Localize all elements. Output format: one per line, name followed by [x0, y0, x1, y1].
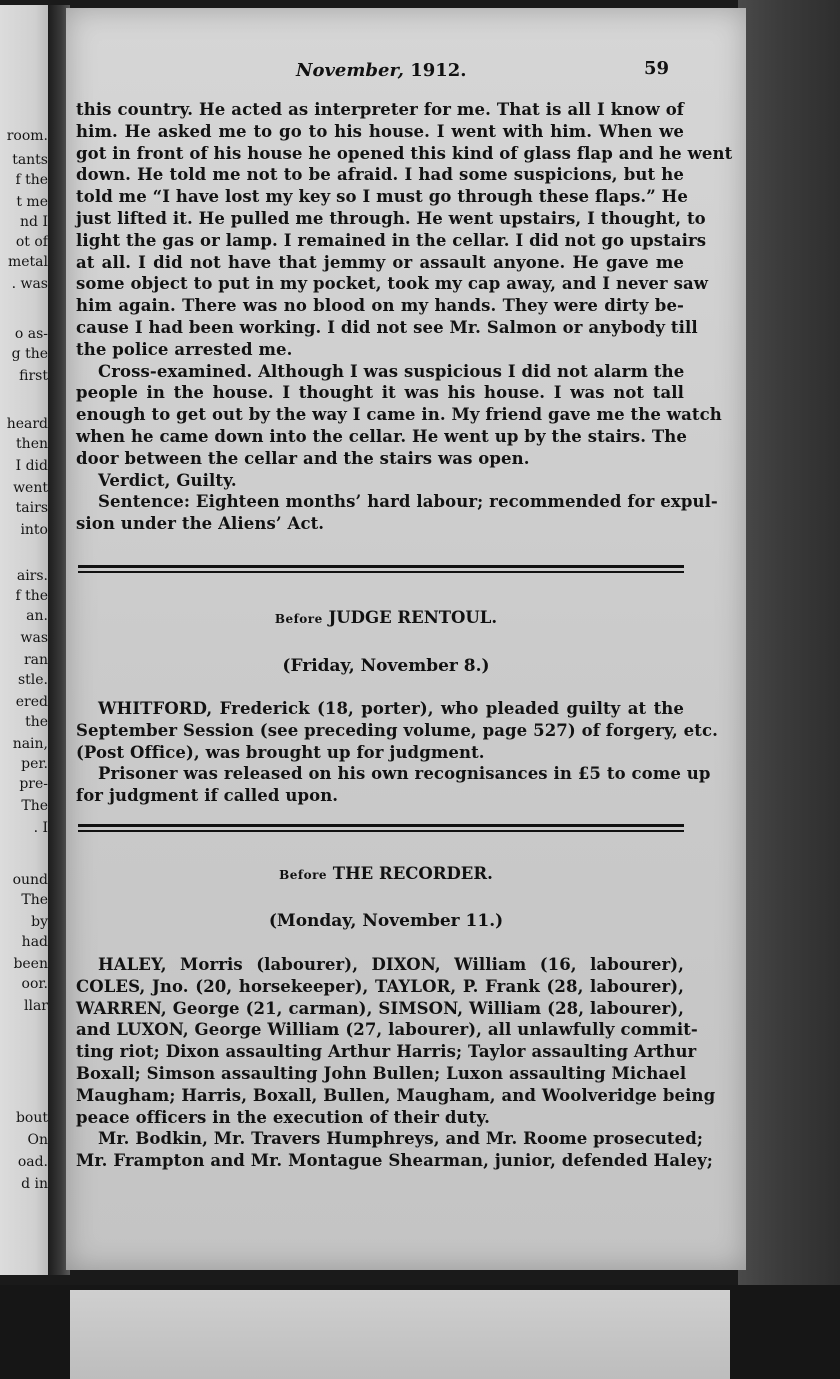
- counsel-line: Mr. Frampton and Mr. Montague Shearman, junior, defended Haley;: [76, 1151, 713, 1171]
- text-line: Prisoner was released on his own recognisances in £5 to come up: [98, 764, 711, 784]
- section-divider-thin: [78, 830, 684, 832]
- left-page-text-fragment: airs.: [16, 568, 48, 584]
- left-page-text-fragment: the: [25, 714, 48, 730]
- section-divider-thin: [78, 571, 684, 573]
- left-page-text-fragment: nd I: [20, 214, 48, 230]
- left-page-text-fragment: The: [21, 798, 48, 814]
- left-page-text-fragment: bout: [15, 1110, 48, 1126]
- left-page-text-fragment: ran: [23, 652, 48, 668]
- section-date-monday: (Monday, November 11.): [268, 911, 504, 931]
- left-page-text-fragment: g the: [11, 346, 48, 362]
- text-line: Maugham; Harris, Boxall, Bullen, Maugham, and Woolveridge being: [76, 1085, 716, 1105]
- cross-examined-line: enough to get out by the way I came in. My friend gave me the watch: [76, 405, 722, 425]
- text-line: and LUXON, George William (27, labourer), all unlawfully commit-: [76, 1020, 698, 1040]
- left-page-text-fragment: . was: [11, 276, 48, 292]
- left-page-text-fragment: ound: [12, 872, 48, 888]
- text-line: (Post Office), was brought up for judgment.: [76, 742, 485, 762]
- haley-case-paragraph: [76, 954, 716, 1172]
- left-page-text-fragment: first: [19, 368, 48, 384]
- left-page-text-fragment: nain,: [12, 736, 48, 752]
- counsel-line: Mr. Bodkin, Mr. Travers Humphreys, and Mr. Roome prosecuted;: [98, 1129, 704, 1149]
- left-page-text-fragment: . I: [33, 820, 48, 836]
- text-line: this country. He acted as interpreter for me. That is all I know of: [76, 100, 684, 119]
- text-line: light the gas or lamp. I remained in the cellar. I did not go upstairs: [76, 230, 707, 250]
- left-page-text-fragment: per.: [21, 756, 48, 772]
- text-line: told me “I have lost my key so I must go through these flaps.” He: [76, 187, 688, 207]
- left-page-text-fragment: oad.: [17, 1154, 48, 1170]
- text-line: him again. There was no blood on my hands. They were dirty be-: [76, 296, 684, 316]
- sentence-line: Sentence: Eighteen months’ hard labour; recommended for expul-: [98, 492, 718, 512]
- left-page-text-fragment: tants: [12, 152, 48, 168]
- whitford-case-paragraph: [76, 698, 718, 807]
- left-page-text-fragment: llar: [24, 998, 48, 1014]
- text-line: for judgment if called upon.: [76, 786, 339, 806]
- left-page-text-fragment: heard: [6, 416, 48, 432]
- text-line: at all. I did not have that jemmy or assault anyone. He gave me: [76, 252, 684, 272]
- cross-examined-line: door between the cellar and the stairs was open.: [76, 448, 530, 468]
- heading-judge-name: THE RECORDER.: [332, 864, 493, 883]
- left-page-text-fragment: oor.: [21, 976, 48, 992]
- left-page-fragment: [0, 5, 50, 1275]
- left-page-text-fragment: f the: [15, 172, 48, 188]
- book-page: [66, 8, 746, 1270]
- left-page-text-fragment: then: [16, 436, 48, 452]
- header-year: 1912.: [410, 60, 467, 81]
- left-page-text-fragment: been: [13, 956, 48, 972]
- left-page-text-fragment: o as-: [14, 326, 48, 342]
- left-page-text-fragment: had: [21, 934, 48, 950]
- heading-before: Before: [279, 868, 328, 882]
- left-page-text-fragment: f the: [15, 588, 48, 604]
- left-page-text-fragment: an.: [26, 608, 48, 624]
- text-line: got in front of his house he opened this kind of glass flap and he went: [76, 143, 733, 163]
- text-line: just lifted it. He pulled me through. He went upstairs, I thought, to: [76, 208, 706, 228]
- section-heading-judge-rentoul: [66, 608, 706, 627]
- left-page-text-fragment: The: [21, 892, 48, 908]
- verdict-line: Verdict, Guilty.: [98, 470, 237, 490]
- heading-before: Before: [274, 612, 323, 626]
- page-header-title: [296, 60, 467, 81]
- section-divider: [78, 565, 684, 568]
- text-line: some object to put in my pocket, took my cap away, and I never saw: [76, 274, 709, 294]
- text-line: September Session (see preceding volume, page 527) of forgery, etc.: [76, 720, 718, 740]
- left-page-text-fragment: ered: [15, 694, 48, 710]
- left-page-text-fragment: ot of: [15, 234, 48, 250]
- background-right: [738, 0, 840, 1379]
- text-line: down. He told me not to be afraid. I had some suspicions, but he: [76, 165, 684, 185]
- cross-examined-line: Cross-examined. Although I was suspicious I did not alarm the: [98, 361, 685, 381]
- left-page-text-fragment: was: [20, 630, 48, 646]
- text-line: peace officers in the execution of their duty.: [76, 1107, 490, 1127]
- heading-judge-name: JUDGE RENTOUL.: [328, 608, 498, 627]
- next-page-strip: [70, 1290, 730, 1379]
- text-line: him. He asked me to go to his house. I went with him. When we: [76, 121, 684, 141]
- cross-examined-line: people in the house. I thought it was his house. I was not tall: [76, 383, 684, 403]
- section-heading-recorder: [66, 864, 706, 883]
- left-page-text-fragment: I did: [15, 458, 48, 474]
- text-line: COLES, Jno. (20, horsekeeper), TAYLOR, P. Frank (28, labourer),: [76, 976, 684, 996]
- left-page-text-fragment: On: [27, 1132, 48, 1148]
- testimony-paragraph: [76, 99, 733, 535]
- text-line: Boxall; Simson assaulting John Bullen; Luxon assaulting Michael: [76, 1063, 687, 1083]
- left-page-text-fragment: metal: [7, 254, 48, 270]
- sentence-line: sion under the Aliens’ Act.: [76, 514, 325, 534]
- cross-examined-line: when he came down into the cellar. He went up by the stairs. The: [76, 426, 687, 446]
- text-line: WHITFORD, Frederick (18, porter), who pleaded guilty at the: [98, 699, 684, 718]
- left-page-text-fragment: went: [13, 480, 48, 496]
- left-page-text-fragment: pre-: [19, 776, 48, 792]
- text-line: cause I had been working. I did not see Mr. Salmon or anybody till: [76, 317, 698, 337]
- page-number: 59: [644, 58, 670, 79]
- text-line: the police arrested me.: [76, 339, 293, 359]
- left-page-text-fragment: by: [31, 914, 48, 930]
- section-divider: [78, 824, 684, 827]
- text-line: WARREN, George (21, carman), SIMSON, William (28, labourer),: [76, 998, 684, 1018]
- text-line: HALEY, Morris (labourer), DIXON, William (16, labourer),: [98, 955, 684, 974]
- left-page-text-fragment: into: [20, 522, 48, 538]
- text-line: ting riot; Dixon assaulting Arthur Harris; Taylor assaulting Arthur: [76, 1042, 697, 1062]
- left-page-text-fragment: tairs: [15, 500, 48, 516]
- header-month: November,: [296, 60, 404, 81]
- left-page-text-fragment: stle.: [17, 672, 48, 688]
- section-date-friday: (Friday, November 8.): [282, 656, 490, 676]
- left-page-text-fragment: t me: [16, 194, 48, 210]
- left-page-text-fragment: d in: [21, 1176, 48, 1192]
- left-page-text-fragment: room.: [6, 128, 48, 144]
